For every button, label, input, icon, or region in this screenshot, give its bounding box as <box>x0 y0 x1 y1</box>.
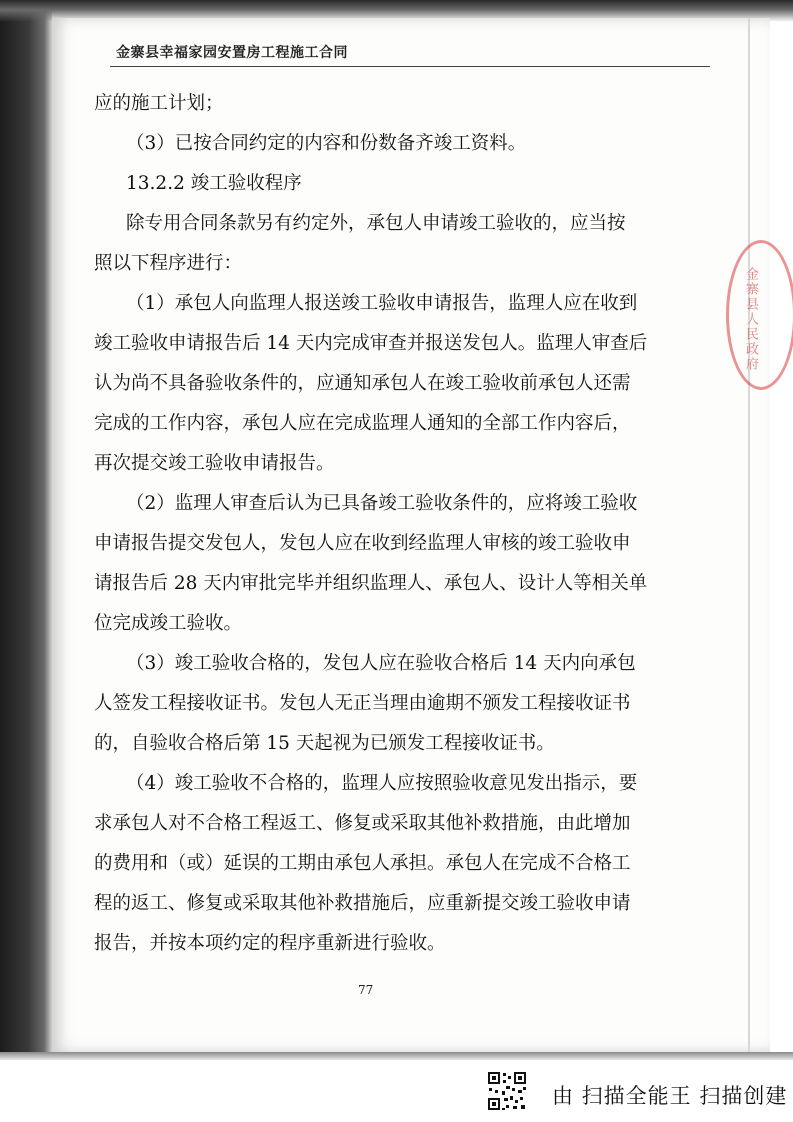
text-line: （3）竣工验收合格的，发包人应在验收合格后 14 天内向承包 <box>126 653 636 674</box>
text-line: 认为尚不具备验收条件的，应通知承包人在竣工验收前承包人还需 <box>94 373 631 394</box>
text-line: 位完成竣工验收。 <box>94 613 243 634</box>
scan-shadow-left <box>0 0 52 1060</box>
text-line: 人签发工程接收证书。发包人无正当理由逾期不颁发工程接收证书 <box>94 693 631 714</box>
text-line: 求承包人对不合格工程返工、修复或采取其他补救措施，由此增加 <box>94 813 631 834</box>
text-line: 程的返工、修复或采取其他补救措施后，应重新提交竣工验收申请 <box>94 893 631 914</box>
text-line: 照以下程序进行： <box>94 253 243 274</box>
text-line: 应的施工计划； <box>94 93 224 114</box>
page-number: 77 <box>358 983 374 997</box>
text-line: 的费用和（或）延误的工期由承包人承担。承包人在完成不合格工 <box>94 853 631 874</box>
text-line: 的，自验收合格后第 15 天起视为已颁发工程接收证书。 <box>94 733 555 754</box>
text-line: （4）竣工验收不合格的，监理人应按照验收意见发出指示，要 <box>126 773 638 794</box>
text-line: （2）监理人审查后认为已具备竣工验收条件的，应将竣工验收 <box>126 493 638 514</box>
text-line: 请报告后 28 天内审批完毕并组织监理人、承包人、设计人等相关单 <box>94 573 648 594</box>
text-line: （3）已按合同约定的内容和份数备齐竣工资料。 <box>126 133 527 154</box>
text-line: 竣工验收申请报告后 14 天内完成审查并报送发包人。监理人审查后 <box>94 333 648 354</box>
page-edge <box>748 18 750 1052</box>
header-title: 金寨县幸福家园安置房工程施工合同 <box>116 45 348 61</box>
text-line: 再次提交竣工验收申请报告。 <box>94 453 335 474</box>
text-line: 完成的工作内容，承包人应在完成监理人通知的全部工作内容后， <box>94 413 631 434</box>
text-line: 除专用合同条款另有约定外，承包人申请竣工验收的，应当按 <box>126 213 626 234</box>
scanner-watermark <box>486 1070 788 1114</box>
red-seal-stamp <box>726 240 793 390</box>
header-rule <box>110 66 710 67</box>
watermark-text: 由 扫描全能王 扫描创建 <box>552 1084 788 1108</box>
text-line: 报告，并按本项约定的程序重新进行验收。 <box>94 933 446 954</box>
qr-code-icon <box>486 1070 528 1112</box>
text-line: （1）承包人向监理人报送竣工验收申请报告，监理人应在收到 <box>126 293 638 314</box>
seal-text: 金寨县人民政府 <box>743 267 758 372</box>
scan-bottom-band <box>0 1052 793 1060</box>
section-heading: 13.2.2 竣工验收程序 <box>126 173 302 194</box>
text-line: 申请报告提交发包人，发包人应在收到经监理人审核的竣工验收申 <box>94 533 631 554</box>
page-header <box>110 36 710 68</box>
